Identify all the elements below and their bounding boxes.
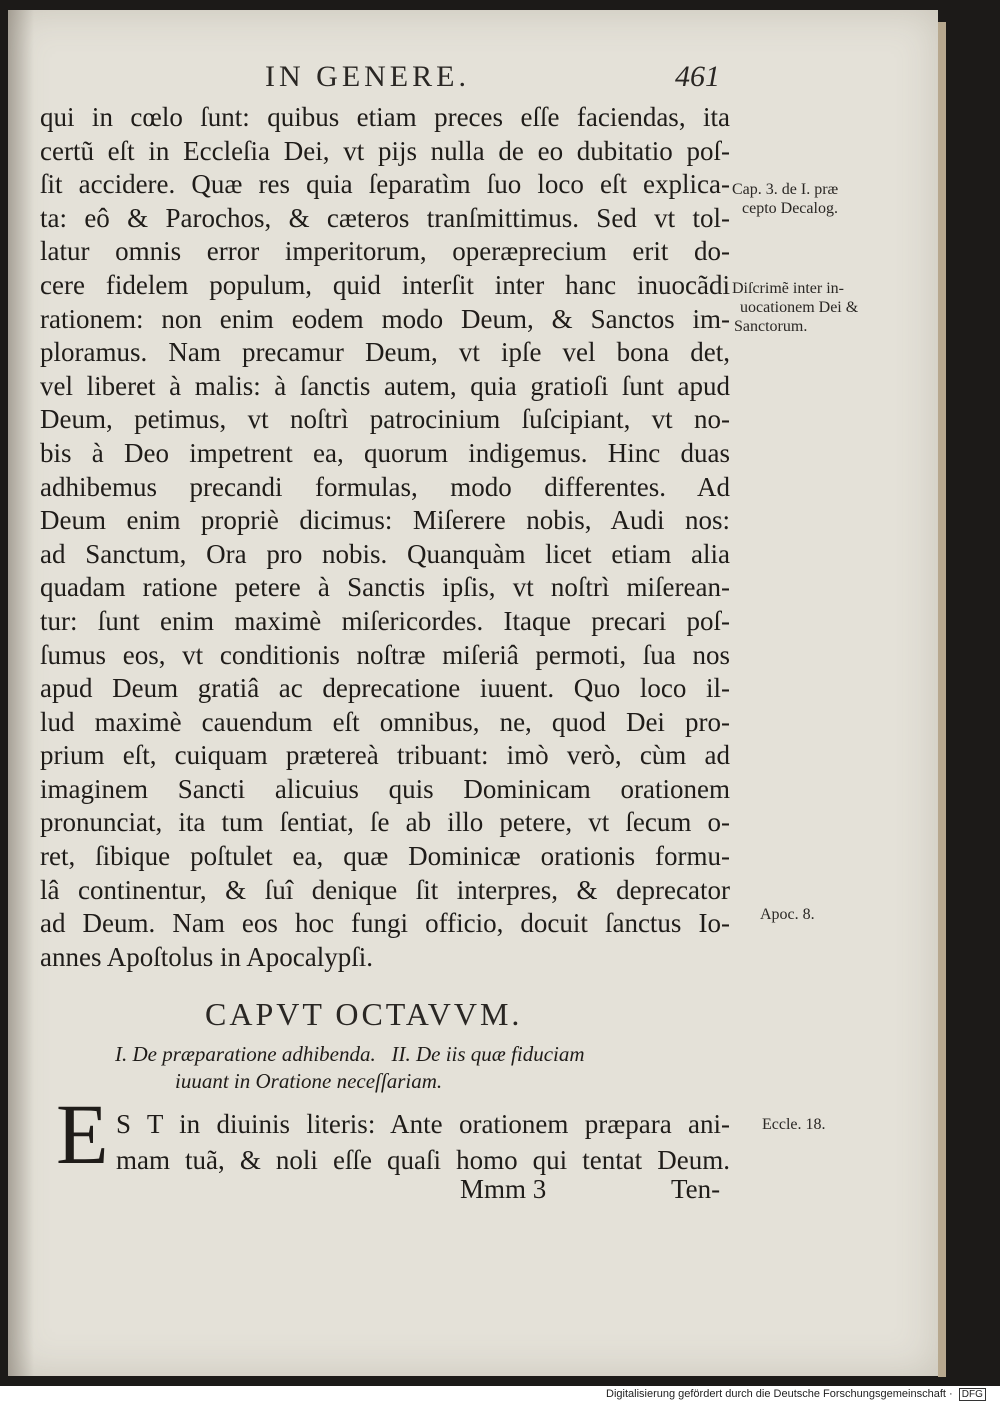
summary-line: iuuant in Oratione neceſſariam.: [175, 1069, 443, 1093]
text-line: apud Deum gratiâ ac deprecatione iuuent. Quo loco il-: [40, 673, 730, 704]
text-line: vel liberet à malis: à ſanctis autem, quia gratioſi ſunt apud: [40, 370, 730, 401]
summary-line: I. De præparatione adhibenda. II. De iis quæ fiduciam: [115, 1042, 585, 1066]
text-line: qui in cœlo ſunt: quibus etiam preces eſſe faciendas, ita: [40, 102, 730, 132]
margin-note-apoc: [760, 905, 815, 924]
spine-shadow: [8, 10, 34, 1376]
text-line: Deum, petimus, vt noſtrì patrocinium ſuſcipiant, vt no-: [40, 404, 730, 435]
text-line: rationem: non enim eodem modo Deum, & Sanctos im-: [40, 303, 730, 334]
text-line: tur: ſunt enim maximè miſericordes. Itaque precari poſ-: [40, 605, 730, 636]
text-line: ad Deum. Nam eos hoc fungi officio, docuit ſanctus Io-: [40, 908, 730, 939]
text-line: ploramus. Nam precamur Deum, vt ipſe vel bona det,: [40, 337, 730, 368]
margin-note-eccle: [762, 1115, 826, 1134]
margin-note-line: Eccle. 18.: [762, 1116, 826, 1133]
text-line-last: annes Apoſtolus in Apocalypſi.: [40, 941, 373, 972]
text-line: mam tuã, & noli eſſe quaſi homo qui tentat Deum.: [116, 1145, 730, 1175]
dfg-logo: DFG: [959, 1388, 986, 1401]
margin-note-line: Cap. 3. de I. præ: [732, 181, 839, 198]
page-edge: [938, 22, 946, 1377]
drop-cap: E: [56, 1086, 109, 1182]
text-line: Deum enim propriè dicimus: Miſerere nobis, Audi nos:: [40, 505, 730, 536]
text-line: prium eſt, cuiquam prætereà tribuant: imò verò, cùm ad: [40, 740, 730, 771]
margin-note-line: Diſcrimẽ inter in-: [732, 280, 844, 297]
margin-note-line: cepto Decalog.: [742, 200, 838, 217]
page-number: 461: [675, 60, 720, 93]
text-line: cere fidelem populum, quid interſit inter hanc inuocãdi: [40, 269, 730, 300]
margin-note-line: uocationem Dei &: [740, 299, 859, 316]
text-line: pronunciat, ita tum ſentiat, ſe ab illo petere, vt ſecum o-: [40, 807, 730, 838]
text-line: certũ eſt in Eccleſia Dei, vt pijs nulla de eo dubitatio poſ-: [40, 135, 730, 166]
text-line: ſit accidere. Quæ res quia ſeparatìm ſuo loco eſt explica-: [40, 169, 730, 200]
margin-note-line: Sanctorum.: [734, 318, 808, 335]
chapter-title: CAPVT OCTAVVM.: [205, 996, 523, 1032]
text-line: ret, ſibiquе poſtulet ea, quæ Dominicæ orationis formu-: [40, 841, 730, 872]
text-line: imaginem Sancti alicuius quis Dominicam orationem: [40, 773, 730, 804]
text-line: S T in diuinis literis: Ante orationem præpara ani-: [116, 1109, 730, 1139]
margin-note-discrimen: [732, 279, 858, 336]
text-line: lud maximè cauendum eſt omnibus, ne, quod Dei pro-: [40, 706, 730, 737]
text-line: adhibemus precandi formulas, modo differentes. Ad: [40, 471, 730, 502]
text-line: bis à Deo impetrent ea, quorum indigemus. Hinc duas: [40, 437, 730, 468]
margin-note-cap3: [732, 180, 838, 218]
catchword: Ten-: [671, 1174, 721, 1204]
running-head: IN GENERE.: [265, 60, 470, 93]
text-line: ſumus eos, vt conditionis noſtræ miſeriâ permoti, ſua nos: [40, 639, 730, 670]
text-line: ad Sanctum, Ora pro nobis. Quanquàm licet etiam alia: [40, 538, 730, 569]
opening-text: [116, 1106, 730, 1178]
main-text-block: [40, 101, 730, 974]
signature-mark: Mmm 3: [460, 1174, 547, 1204]
page-header: [265, 60, 745, 100]
digitization-credit: [606, 1387, 1000, 1403]
credit-text: Digitalisierung gefördert durch die Deutsche Forschungsgemeinschaft ·: [606, 1388, 953, 1400]
text-line: latur omnis error imperitorum, operæprecium erit do-: [40, 236, 730, 267]
chapter-summary: [115, 1041, 685, 1095]
text-line: ta: eô & Parochos, & cæteros tranſmittimus. Sed vt tol-: [40, 202, 730, 233]
text-line: quadam ratione petere à Sanctis ipſis, vt noſtrì miſerean-: [40, 572, 730, 603]
text-line: lâ continentur, & ſuî denique ſit interpres, & deprecator: [40, 874, 730, 905]
margin-note-line: Apoc. 8.: [760, 906, 815, 923]
